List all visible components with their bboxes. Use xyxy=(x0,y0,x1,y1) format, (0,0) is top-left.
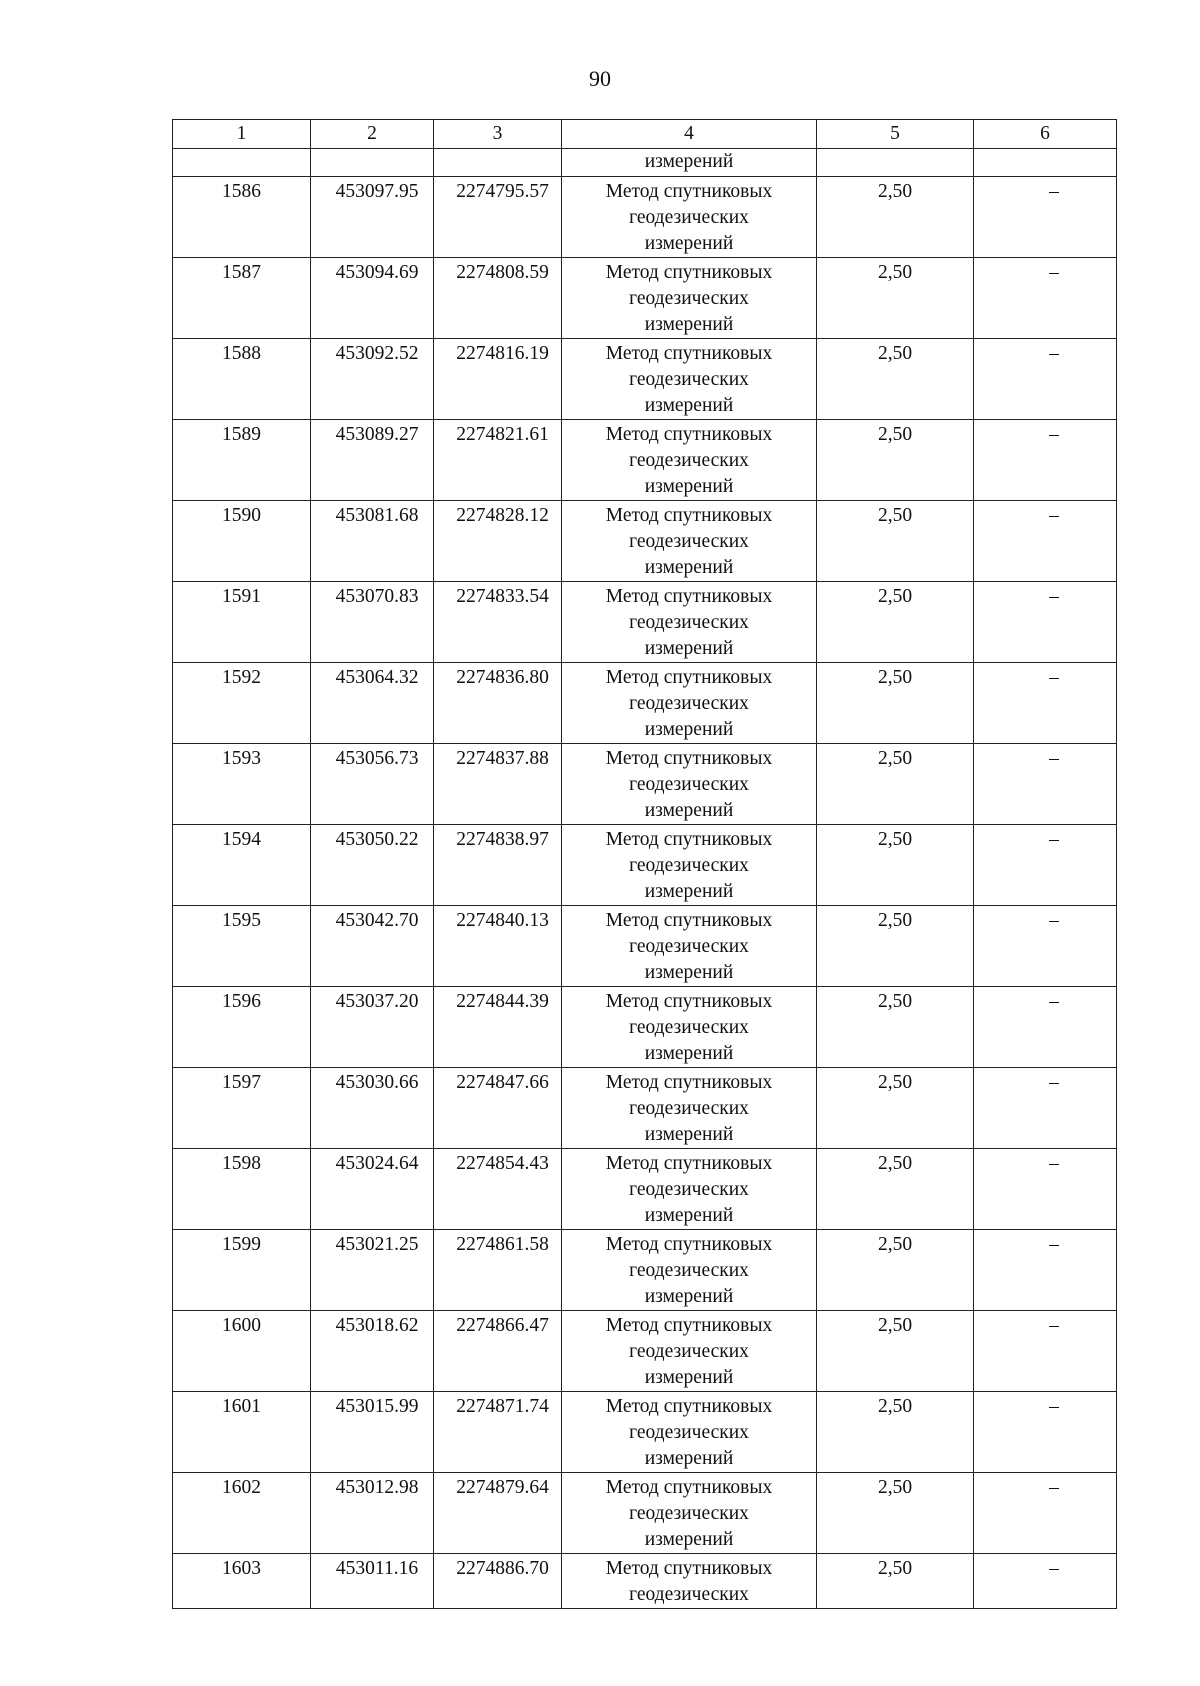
precision-cell: 2,50 xyxy=(817,1068,974,1149)
method-line: Метод спутниковых xyxy=(605,1477,773,1498)
point-number-cell: 1599 xyxy=(173,1230,311,1311)
note-cell: – xyxy=(974,1068,1117,1149)
point-number-cell: 1589 xyxy=(173,420,311,501)
point-number-cell: 1603 xyxy=(173,1554,311,1609)
precision-cell: 2,50 xyxy=(817,1311,974,1392)
method-line: измерений xyxy=(644,962,734,983)
x-coordinate-cell: 453024.64 xyxy=(311,1149,434,1230)
x-coordinate-cell: 453050.22 xyxy=(311,825,434,906)
precision-cell: 2,50 xyxy=(817,1230,974,1311)
precision-cell: 2,50 xyxy=(817,825,974,906)
x-coordinate-cell: 453094.69 xyxy=(311,258,434,339)
continuation-cell-2 xyxy=(311,149,434,177)
method-line: геодезических xyxy=(629,936,749,957)
y-coordinate-cell: 2274837.88 xyxy=(434,744,562,825)
note-cell: – xyxy=(974,906,1117,987)
method-line: Метод спутниковых xyxy=(605,424,773,445)
table-row xyxy=(173,1149,1117,1230)
method-line: геодезических xyxy=(629,774,749,795)
note-cell: – xyxy=(974,1473,1117,1554)
table-row xyxy=(173,177,1117,258)
method-line: геодезических xyxy=(629,1503,749,1524)
y-coordinate-cell: 2274808.59 xyxy=(434,258,562,339)
note-cell: – xyxy=(974,663,1117,744)
table-row xyxy=(173,258,1117,339)
coordinates-table xyxy=(172,119,1117,1609)
continuation-row xyxy=(173,149,1117,177)
point-number-cell: 1597 xyxy=(173,1068,311,1149)
y-coordinate-cell: 2274828.12 xyxy=(434,501,562,582)
note-cell: – xyxy=(974,339,1117,420)
method-line: измерений xyxy=(644,1043,734,1064)
method-line: измерений xyxy=(644,1124,734,1145)
method-line: измерений xyxy=(644,1529,734,1550)
y-coordinate-cell: 2274816.19 xyxy=(434,339,562,420)
table-row xyxy=(173,663,1117,744)
point-number-cell: 1594 xyxy=(173,825,311,906)
x-coordinate-cell: 453015.99 xyxy=(311,1392,434,1473)
point-number-cell: 1590 xyxy=(173,501,311,582)
table-row xyxy=(173,1392,1117,1473)
method-line: геодезических xyxy=(629,1017,749,1038)
x-coordinate-cell: 453018.62 xyxy=(311,1311,434,1392)
method-cell xyxy=(562,1149,817,1230)
header-row xyxy=(173,120,1117,149)
method-cell xyxy=(562,258,817,339)
header-cell-6: 6 xyxy=(974,120,1117,149)
method-cell xyxy=(562,1473,817,1554)
note-cell: – xyxy=(974,1392,1117,1473)
x-coordinate-cell: 453056.73 xyxy=(311,744,434,825)
method-cell xyxy=(562,906,817,987)
precision-cell: 2,50 xyxy=(817,582,974,663)
precision-cell: 2,50 xyxy=(817,1149,974,1230)
method-line: измерений xyxy=(644,719,734,740)
y-coordinate-cell: 2274795.57 xyxy=(434,177,562,258)
note-cell: – xyxy=(974,177,1117,258)
x-coordinate-cell: 453042.70 xyxy=(311,906,434,987)
y-coordinate-cell: 2274871.74 xyxy=(434,1392,562,1473)
method-line: Метод спутниковых xyxy=(605,1072,773,1093)
precision-cell: 2,50 xyxy=(817,339,974,420)
method-line: Метод спутниковых xyxy=(605,262,773,283)
x-coordinate-cell: 453021.25 xyxy=(311,1230,434,1311)
method-line: измерений xyxy=(644,1286,734,1307)
method-line: геодезических xyxy=(629,1341,749,1362)
method-cell xyxy=(562,420,817,501)
method-line: Метод спутниковых xyxy=(605,1558,773,1579)
note-cell: – xyxy=(974,987,1117,1068)
method-line: Метод спутниковых xyxy=(605,586,773,607)
method-line: Метод спутниковых xyxy=(605,1153,773,1174)
method-cell xyxy=(562,1068,817,1149)
precision-cell: 2,50 xyxy=(817,906,974,987)
page-number: 90 xyxy=(589,66,611,91)
precision-cell: 2,50 xyxy=(817,1554,974,1609)
y-coordinate-cell: 2274821.61 xyxy=(434,420,562,501)
header-cell-1: 1 xyxy=(173,120,311,149)
header-cell-3: 3 xyxy=(434,120,562,149)
header-cell-4: 4 xyxy=(562,120,817,149)
method-line: Метод спутниковых xyxy=(605,748,773,769)
x-coordinate-cell: 453037.20 xyxy=(311,987,434,1068)
note-cell: – xyxy=(974,420,1117,501)
note-cell: – xyxy=(974,1149,1117,1230)
method-cell xyxy=(562,1311,817,1392)
precision-cell: 2,50 xyxy=(817,663,974,744)
precision-cell: 2,50 xyxy=(817,258,974,339)
method-line: измерений xyxy=(644,638,734,659)
continuation-cell-5 xyxy=(817,149,974,177)
x-coordinate-cell: 453030.66 xyxy=(311,1068,434,1149)
method-line: Метод спутниковых xyxy=(605,181,773,202)
y-coordinate-cell: 2274833.54 xyxy=(434,582,562,663)
table-row xyxy=(173,582,1117,663)
method-line: геодезических xyxy=(629,369,749,390)
method-line: измерений xyxy=(644,314,734,335)
note-cell: – xyxy=(974,825,1117,906)
table-row xyxy=(173,1554,1117,1609)
y-coordinate-cell: 2274866.47 xyxy=(434,1311,562,1392)
point-number-cell: 1593 xyxy=(173,744,311,825)
note-cell: – xyxy=(974,1311,1117,1392)
point-number-cell: 1600 xyxy=(173,1311,311,1392)
x-coordinate-cell: 453070.83 xyxy=(311,582,434,663)
method-cell xyxy=(562,1230,817,1311)
method-line: геодезических xyxy=(629,288,749,309)
header-cell-2: 2 xyxy=(311,120,434,149)
y-coordinate-cell: 2274840.13 xyxy=(434,906,562,987)
table-row xyxy=(173,987,1117,1068)
table-row xyxy=(173,1311,1117,1392)
x-coordinate-cell: 453097.95 xyxy=(311,177,434,258)
method-cell xyxy=(562,177,817,258)
method-line: измерений xyxy=(644,557,734,578)
continuation-cell-1 xyxy=(173,149,311,177)
method-line: геодезических xyxy=(629,450,749,471)
method-line: Метод спутниковых xyxy=(605,991,773,1012)
method-line: измерений xyxy=(644,395,734,416)
method-cell xyxy=(562,663,817,744)
y-coordinate-cell: 2274854.43 xyxy=(434,1149,562,1230)
method-line: Метод спутниковых xyxy=(605,910,773,931)
method-cell xyxy=(562,1392,817,1473)
note-cell: – xyxy=(974,258,1117,339)
table-row xyxy=(173,1068,1117,1149)
precision-cell: 2,50 xyxy=(817,744,974,825)
method-cell xyxy=(562,744,817,825)
note-cell: – xyxy=(974,744,1117,825)
table-row xyxy=(173,501,1117,582)
point-number-cell: 1602 xyxy=(173,1473,311,1554)
method-line: Метод спутниковых xyxy=(605,667,773,688)
continuation-cell-6 xyxy=(974,149,1117,177)
method-line: измерений xyxy=(644,476,734,497)
continuation-cell-4: измерений xyxy=(562,149,817,177)
method-line: измерений xyxy=(644,233,734,254)
method-cell xyxy=(562,582,817,663)
header-cell-5: 5 xyxy=(817,120,974,149)
table-row xyxy=(173,339,1117,420)
y-coordinate-cell: 2274838.97 xyxy=(434,825,562,906)
method-line: Метод спутниковых xyxy=(605,1234,773,1255)
y-coordinate-cell: 2274879.64 xyxy=(434,1473,562,1554)
note-cell: – xyxy=(974,501,1117,582)
table-row xyxy=(173,906,1117,987)
y-coordinate-cell: 2274861.58 xyxy=(434,1230,562,1311)
method-cell xyxy=(562,1554,817,1609)
method-line: измерений xyxy=(644,1367,734,1388)
note-cell: – xyxy=(974,1554,1117,1609)
x-coordinate-cell: 453092.52 xyxy=(311,339,434,420)
point-number-cell: 1586 xyxy=(173,177,311,258)
method-cell xyxy=(562,987,817,1068)
method-line: геодезических xyxy=(629,531,749,552)
continuation-cell-3 xyxy=(434,149,562,177)
point-number-cell: 1592 xyxy=(173,663,311,744)
method-line: геодезических xyxy=(629,855,749,876)
y-coordinate-cell: 2274847.66 xyxy=(434,1068,562,1149)
point-number-cell: 1591 xyxy=(173,582,311,663)
table-row xyxy=(173,744,1117,825)
method-cell xyxy=(562,339,817,420)
precision-cell: 2,50 xyxy=(817,177,974,258)
method-line: геодезических xyxy=(629,207,749,228)
x-coordinate-cell: 453012.98 xyxy=(311,1473,434,1554)
method-line: геодезических xyxy=(629,1584,749,1605)
precision-cell: 2,50 xyxy=(817,987,974,1068)
precision-cell: 2,50 xyxy=(817,420,974,501)
method-line: Метод спутниковых xyxy=(605,343,773,364)
x-coordinate-cell: 453064.32 xyxy=(311,663,434,744)
method-line: измерений xyxy=(644,1205,734,1226)
y-coordinate-cell: 2274844.39 xyxy=(434,987,562,1068)
method-line: Метод спутниковых xyxy=(605,505,773,526)
precision-cell: 2,50 xyxy=(817,501,974,582)
table-row xyxy=(173,825,1117,906)
point-number-cell: 1601 xyxy=(173,1392,311,1473)
note-cell: – xyxy=(974,582,1117,663)
method-line: геодезических xyxy=(629,1260,749,1281)
method-line: геодезических xyxy=(629,693,749,714)
method-line: измерений xyxy=(644,800,734,821)
method-cell xyxy=(562,825,817,906)
table-row xyxy=(173,1230,1117,1311)
table-row xyxy=(173,1473,1117,1554)
method-line: Метод спутниковых xyxy=(605,1315,773,1336)
note-cell: – xyxy=(974,1230,1117,1311)
precision-cell: 2,50 xyxy=(817,1473,974,1554)
table-row xyxy=(173,420,1117,501)
x-coordinate-cell: 453081.68 xyxy=(311,501,434,582)
method-line: Метод спутниковых xyxy=(605,829,773,850)
method-cell xyxy=(562,501,817,582)
method-line: геодезических xyxy=(629,1179,749,1200)
point-number-cell: 1595 xyxy=(173,906,311,987)
method-line: Метод спутниковых xyxy=(605,1396,773,1417)
point-number-cell: 1596 xyxy=(173,987,311,1068)
method-line: геодезических xyxy=(629,1422,749,1443)
method-line: измерений xyxy=(644,1448,734,1469)
method-line: геодезических xyxy=(629,612,749,633)
y-coordinate-cell: 2274836.80 xyxy=(434,663,562,744)
point-number-cell: 1588 xyxy=(173,339,311,420)
x-coordinate-cell: 453089.27 xyxy=(311,420,434,501)
point-number-cell: 1598 xyxy=(173,1149,311,1230)
y-coordinate-cell: 2274886.70 xyxy=(434,1554,562,1609)
method-line: измерений xyxy=(644,881,734,902)
x-coordinate-cell: 453011.16 xyxy=(311,1554,434,1609)
point-number-cell: 1587 xyxy=(173,258,311,339)
precision-cell: 2,50 xyxy=(817,1392,974,1473)
method-line: геодезических xyxy=(629,1098,749,1119)
